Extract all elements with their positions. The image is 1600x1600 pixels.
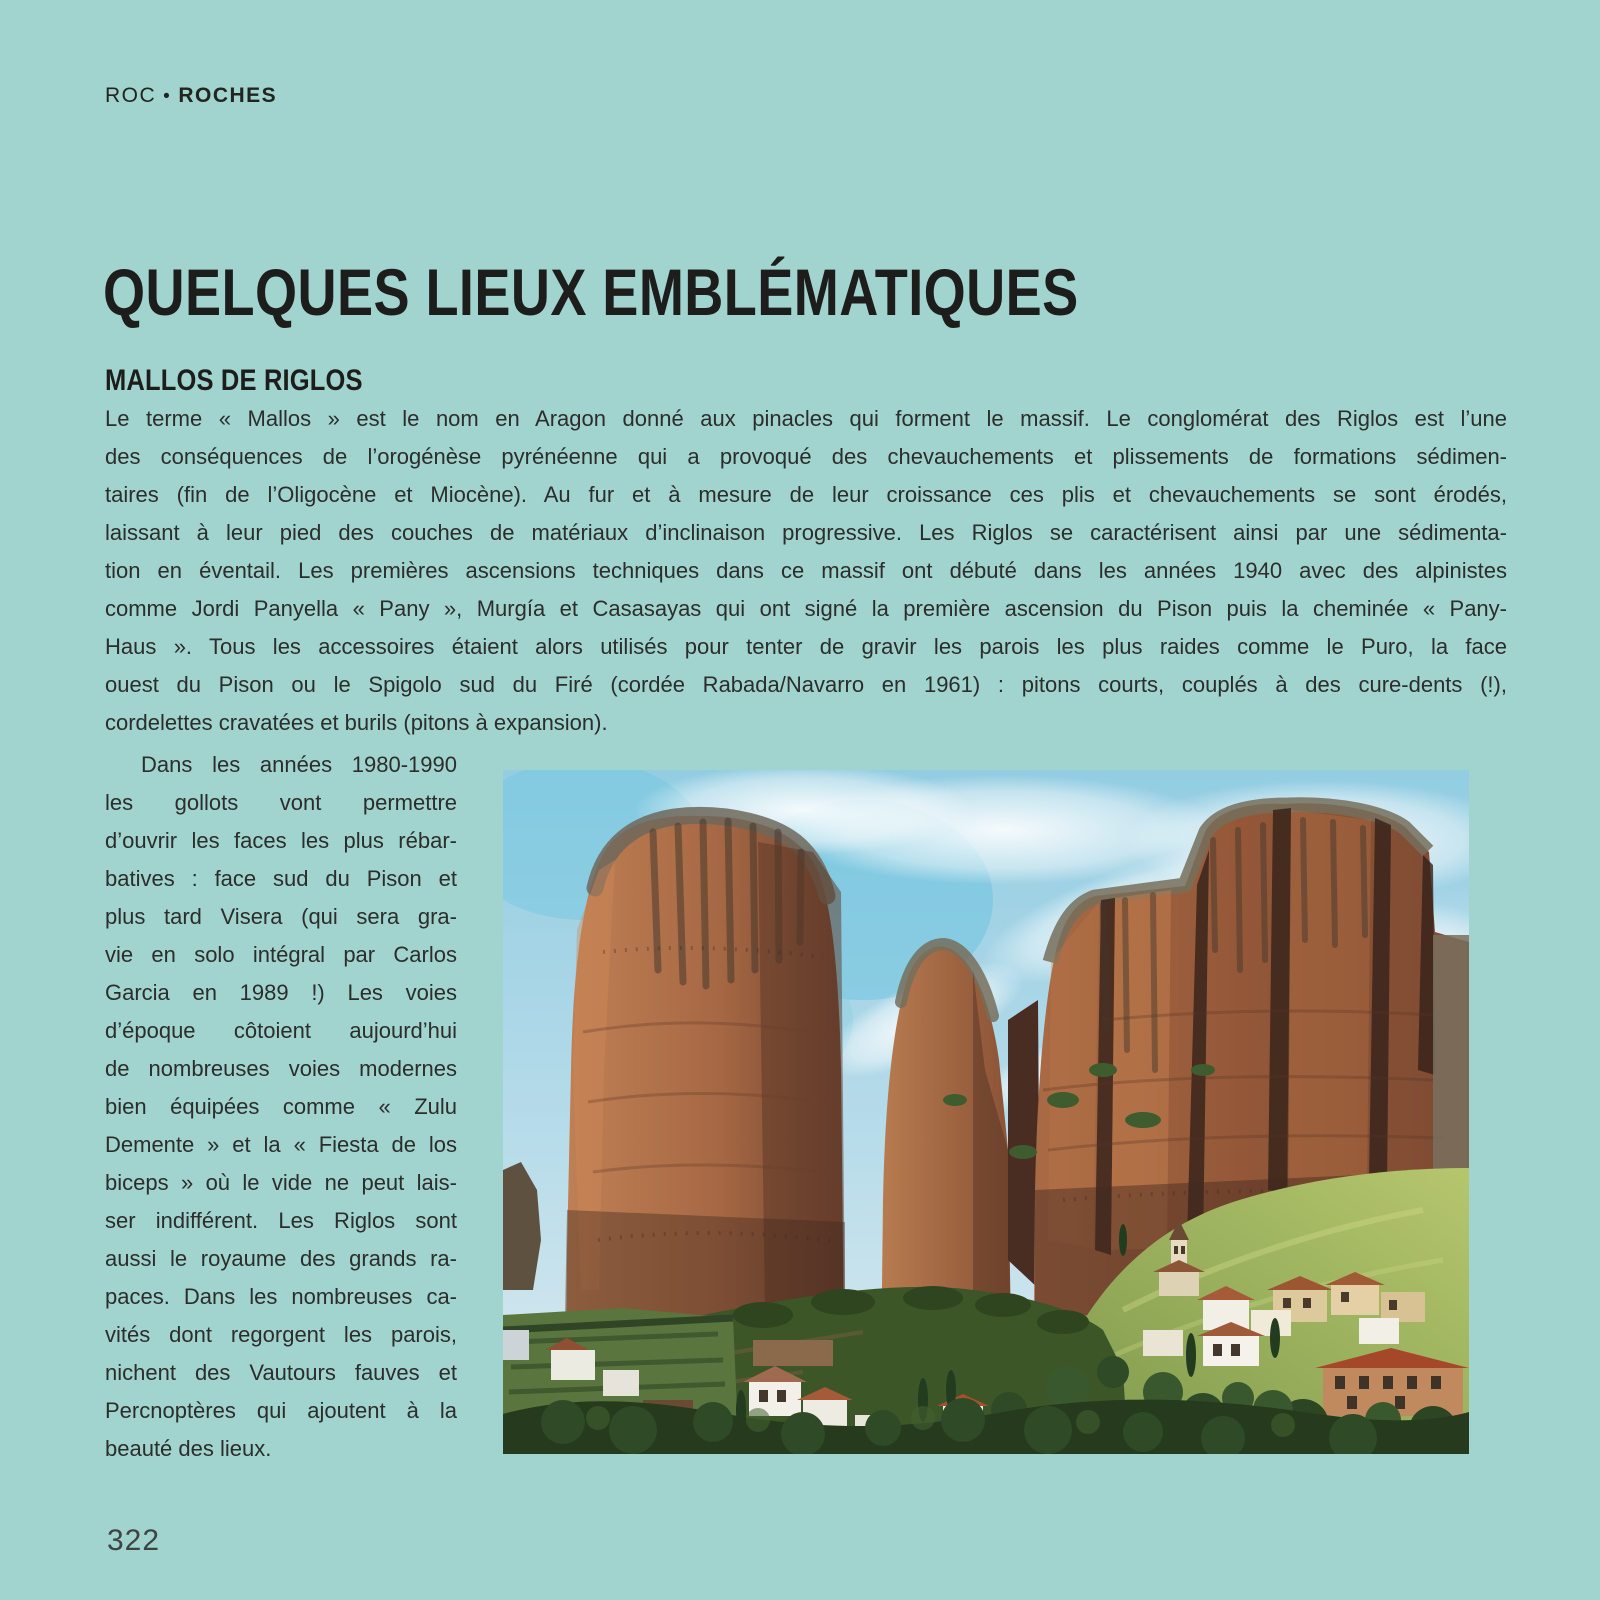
text-line: des conséquences de l’orogénèse pyrénéenne qui a provoqué des chevauchements et plissements de formations sédimen- — [105, 444, 1507, 469]
text-line: d’ouvrir les faces les plus rébar- — [105, 828, 457, 853]
text-line: paces. Dans les nombreuses ca- — [105, 1284, 457, 1309]
text-line: biceps » où le vide ne peut lais- — [105, 1170, 457, 1195]
side-column-paragraph — [105, 746, 457, 1468]
text-line: cordelettes cravatées et burils (pitons à expansion). — [105, 710, 608, 735]
page-number: 322 — [107, 1524, 161, 1557]
text-line: Dans les années 1980-1990 — [141, 752, 457, 777]
section-heading: MALLOS DE RIGLOS — [105, 364, 363, 397]
text-line: comme Jordi Panyella « Pany », Murgía et Casasayas qui ont signé la première ascension du Pison puis la cheminée « Pany- — [105, 596, 1507, 621]
text-line: Le terme « Mallos » est le nom en Aragon donné aux pinacles qui forment le massif. Le conglomérat des Riglos est l’une — [105, 406, 1507, 431]
text-line: beauté des lieux. — [105, 1436, 272, 1461]
text-line: nichent des Vautours fauves et — [105, 1360, 457, 1385]
text-line: vités dont regorgent les parois, — [105, 1322, 457, 1347]
mallos-de-riglos-photo — [503, 770, 1469, 1454]
text-line: Percnoptères qui ajoutent à la — [105, 1398, 457, 1423]
text-line: batives : face sud du Pison et — [105, 866, 457, 891]
text-line: d’époque côtoient aujourd’hui — [105, 1018, 457, 1043]
kicker-roc: ROC — [105, 84, 157, 107]
text-line: Demente » et la « Fiesta de los — [105, 1132, 457, 1157]
kicker-bullet-separator: • — [163, 86, 172, 107]
text-line: les gollots vont permettre — [105, 790, 457, 815]
text-line: ouest du Pison ou le Spigolo sud du Firé (cordée Rabada/Navarro en 1961) : pitons courts, couplés à des cure-dents (!), — [105, 672, 1507, 697]
text-line: ser indifférent. Les Riglos sont — [105, 1208, 457, 1233]
intro-paragraph — [105, 400, 1507, 742]
text-line: de nombreuses voies modernes — [105, 1056, 457, 1081]
text-line: Garcia en 1989 !) Les voies — [105, 980, 457, 1005]
kicker-roches: ROCHES — [178, 84, 278, 107]
text-line: plus tard Visera (qui sera gra- — [105, 904, 457, 929]
text-line: bien équipées comme « Zulu — [105, 1094, 457, 1119]
text-line: vie en solo intégral par Carlos — [105, 942, 457, 967]
text-line: tion en éventail. Les premières ascensions techniques dans ce massif ont débuté dans les années 1940 avec des alpinistes — [105, 558, 1507, 583]
text-line: aussi le royaume des grands ra- — [105, 1246, 457, 1271]
text-line: taires (fin de l’Oligocène et Miocène). Au fur et à mesure de leur croissance ces plis et chevauchements se sont érodés, — [105, 482, 1507, 507]
text-line: Haus ». Tous les accessoires étaient alors utilisés pour tenter de gravir les parois les plus raides comme le Puro, la face — [105, 634, 1507, 659]
text-line: laissant à leur pied des couches de matériaux d’inclinaison progressive. Les Riglos se caractérisent ainsi par une sédimenta- — [105, 520, 1507, 545]
page-kicker — [105, 84, 277, 108]
page-title: QUELQUES LIEUX EMBLÉMATIQUES — [103, 255, 1079, 329]
